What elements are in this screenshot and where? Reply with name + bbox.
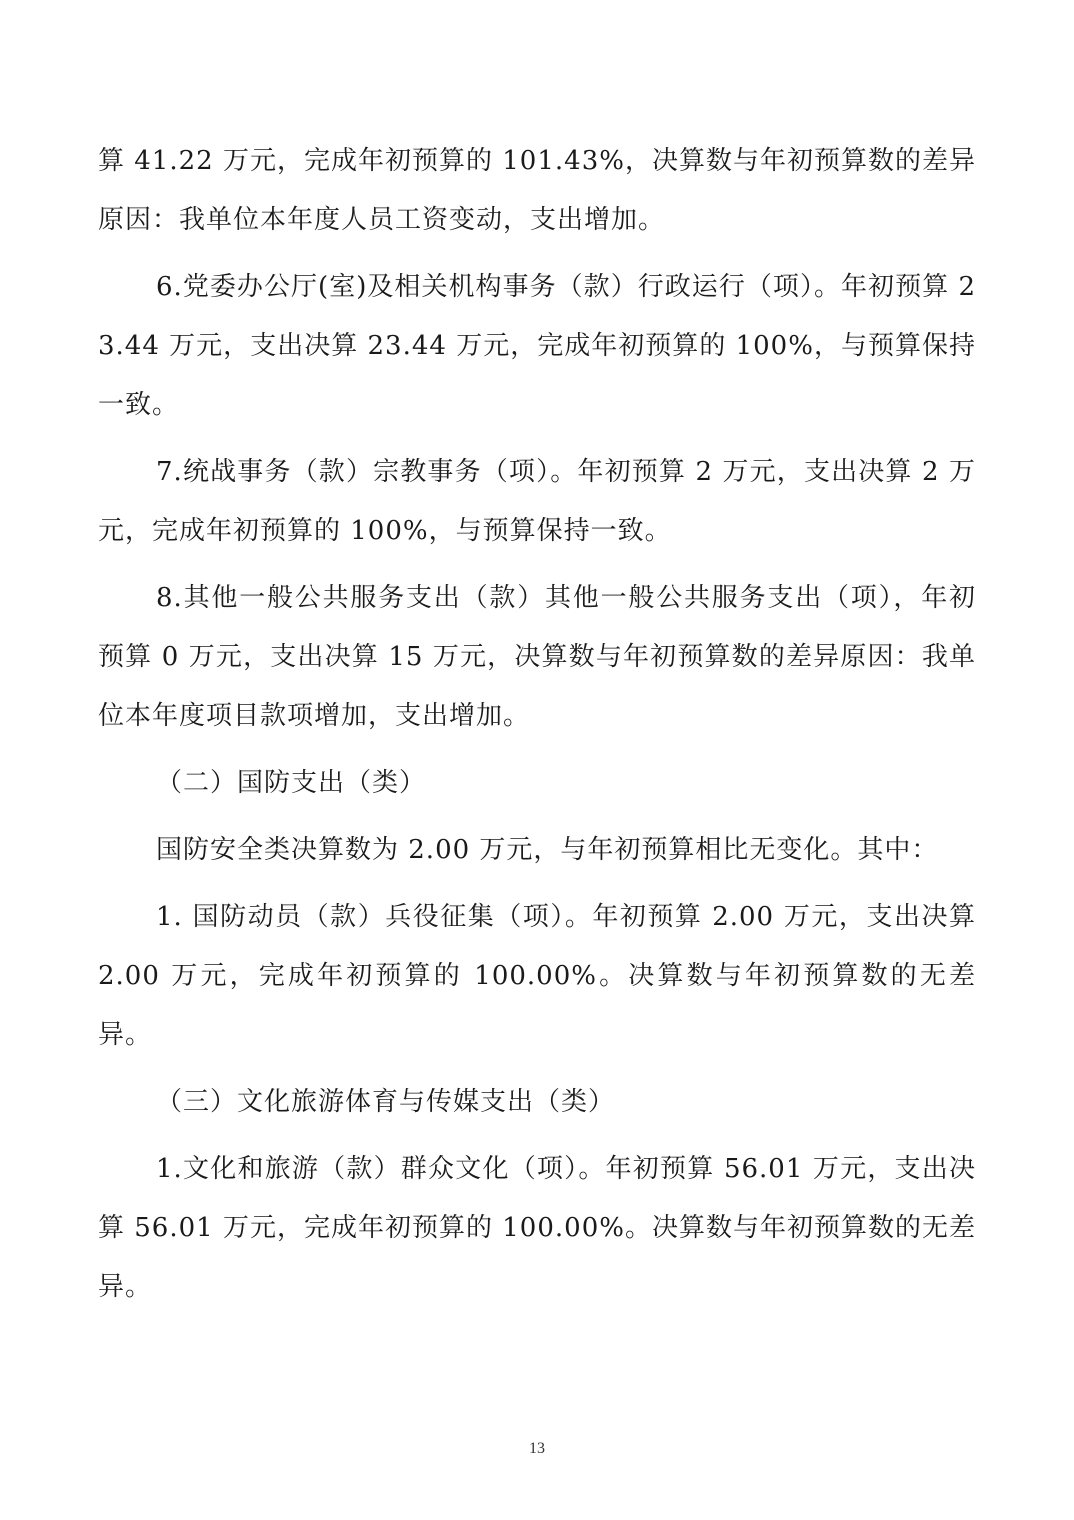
- paragraph-culture-item-1: 1.文化和旅游（款）群众文化（项）。年初预算 56.01 万元，支出决算 56.01 万元，完成年初预算的 100.00%。决算数与年初预算数的无差异。: [98, 1154, 976, 1302]
- section-heading-culture: （三）文化旅游体育与传媒支出（类）: [156, 1087, 616, 1117]
- paragraph-continuation: 算 41.22 万元，完成年初预算的 101.43%，决算数与年初预算数的差异原因：我单位本年度人员工资变动，支出增加。: [98, 146, 976, 235]
- section-heading-defense: （二）国防支出（类）: [156, 768, 427, 798]
- page-number: 13: [529, 1440, 545, 1457]
- paragraph-item-7: 7.统战事务（款）宗教事务（项）。年初预算 2 万元，支出决算 2 万元，完成年初预算的 100%，与预算保持一致。: [98, 457, 976, 546]
- paragraph-item-8: 8.其他一般公共服务支出（款）其他一般公共服务支出（项），年初预算 0 万元，支出决算 15 万元，决算数与年初预算数的差异原因：我单位本年度项目款项增加，支出增加。: [98, 583, 976, 731]
- document-body: [98, 132, 976, 1325]
- paragraph-defense-item-1: 1. 国防动员（款）兵役征集（项）。年初预算 2.00 万元，支出决算 2.00 万元，完成年初预算的 100.00%。决算数与年初预算数的无差异。: [98, 902, 976, 1050]
- paragraph-defense-summary: 国防安全类决算数为 2.00 万元，与年初预算相比无变化。其中：: [156, 835, 939, 865]
- paragraph-item-6: 6.党委办公厅(室)及相关机构事务（款）行政运行（项）。年初预算 23.44 万元，支出决算 23.44 万元，完成年初预算的 100%，与预算保持一致。: [98, 272, 976, 420]
